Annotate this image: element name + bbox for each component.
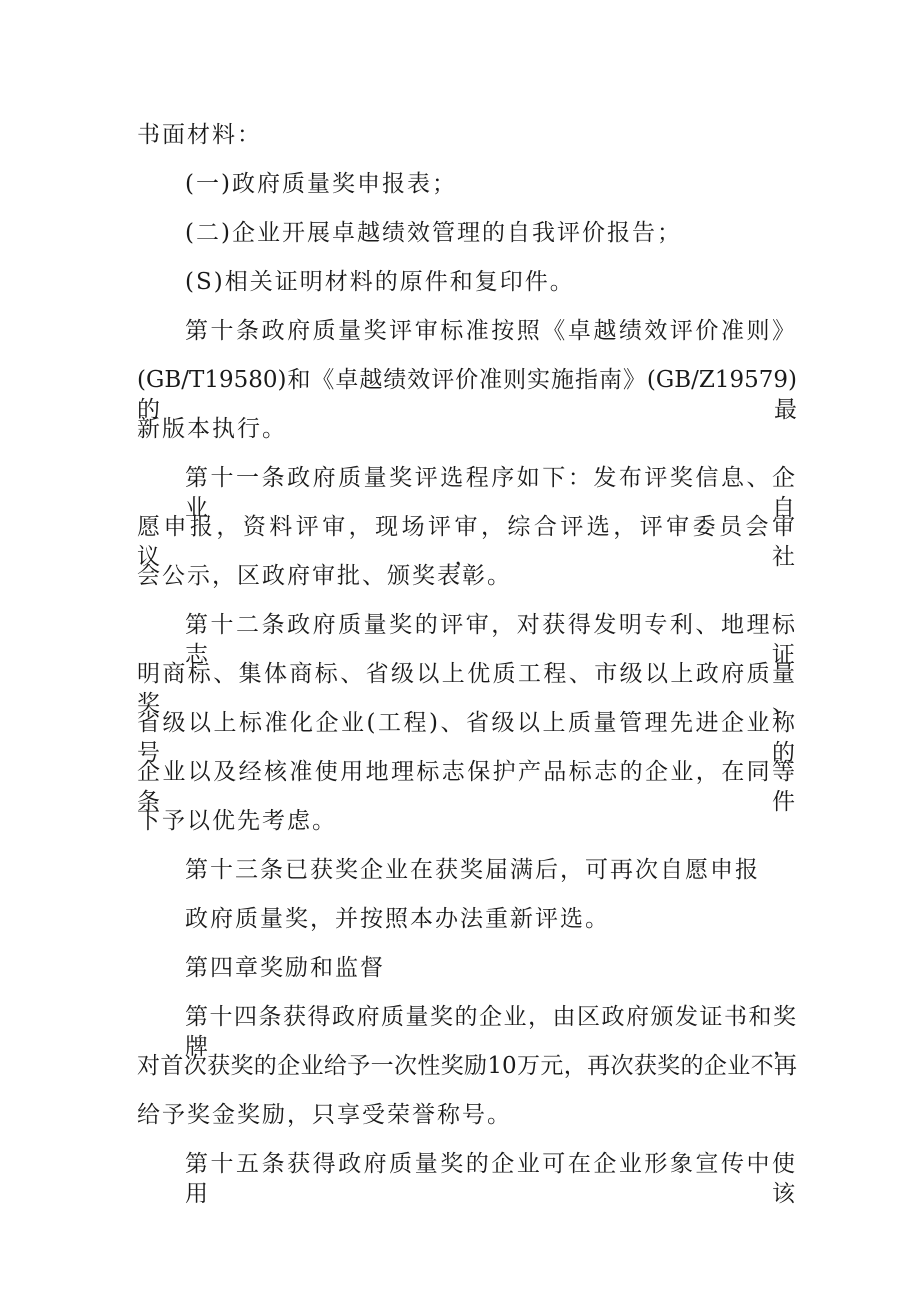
text-line: 愿申报，资料评审，现场评审，综合评选，评审委员会审议，社: [137, 514, 797, 570]
text-line: 对首次获奖的企业给予一次性奖励10万元，再次获奖的企业不再: [137, 1053, 797, 1079]
text-line: 第四章奖励和监督: [185, 955, 385, 981]
text-line: 会公示，区政府审批、颁奖表彰。: [137, 563, 512, 589]
text-line: (GB/T19580)和《卓越绩效评价准则实施指南》(GB/Z19579)的最: [137, 367, 797, 423]
text-line: (S)相关证明材料的原件和复印件。: [185, 269, 575, 295]
text-line: 书面材料：: [137, 122, 262, 148]
text-line: 企业以及经核准使用地理标志保护产品标志的企业，在同等条件: [137, 759, 797, 815]
text-line: 给予奖金奖励，只享受荣誉称号。: [137, 1102, 512, 1128]
text-line: 明商标、集体商标、省级以上优质工程、市级以上政府质量奖、: [137, 661, 797, 717]
text-line: 下予以优先考虑。: [137, 808, 337, 834]
text-line: 第十一条政府质量奖评选程序如下：发布评奖信息、企业自: [185, 465, 797, 521]
text-line: (一)政府质量奖申报表；: [185, 171, 457, 197]
text-line: 政府质量奖，并按照本办法重新评选。: [185, 906, 610, 932]
text-line: 第十五条获得政府质量奖的企业可在企业形象宣传中使用该: [185, 1151, 797, 1207]
text-line: 第十四条获得政府质量奖的企业，由区政府颁发证书和奖牌，: [185, 1004, 797, 1060]
text-line: 省级以上标准化企业(工程)、省级以上质量管理先进企业称号的: [137, 710, 797, 766]
text-line: 第十二条政府质量奖的评审，对获得发明专利、地理标志证: [185, 612, 797, 668]
text-line: 第十条政府质量奖评审标准按照《卓越绩效评价准则》: [185, 318, 797, 344]
text-line: 新版本执行。: [137, 416, 287, 442]
text-line: 第十三条已获奖企业在获奖届满后，可再次自愿申报: [185, 857, 760, 883]
text-line: (二)企业开展卓越绩效管理的自我评价报告；: [185, 220, 682, 246]
